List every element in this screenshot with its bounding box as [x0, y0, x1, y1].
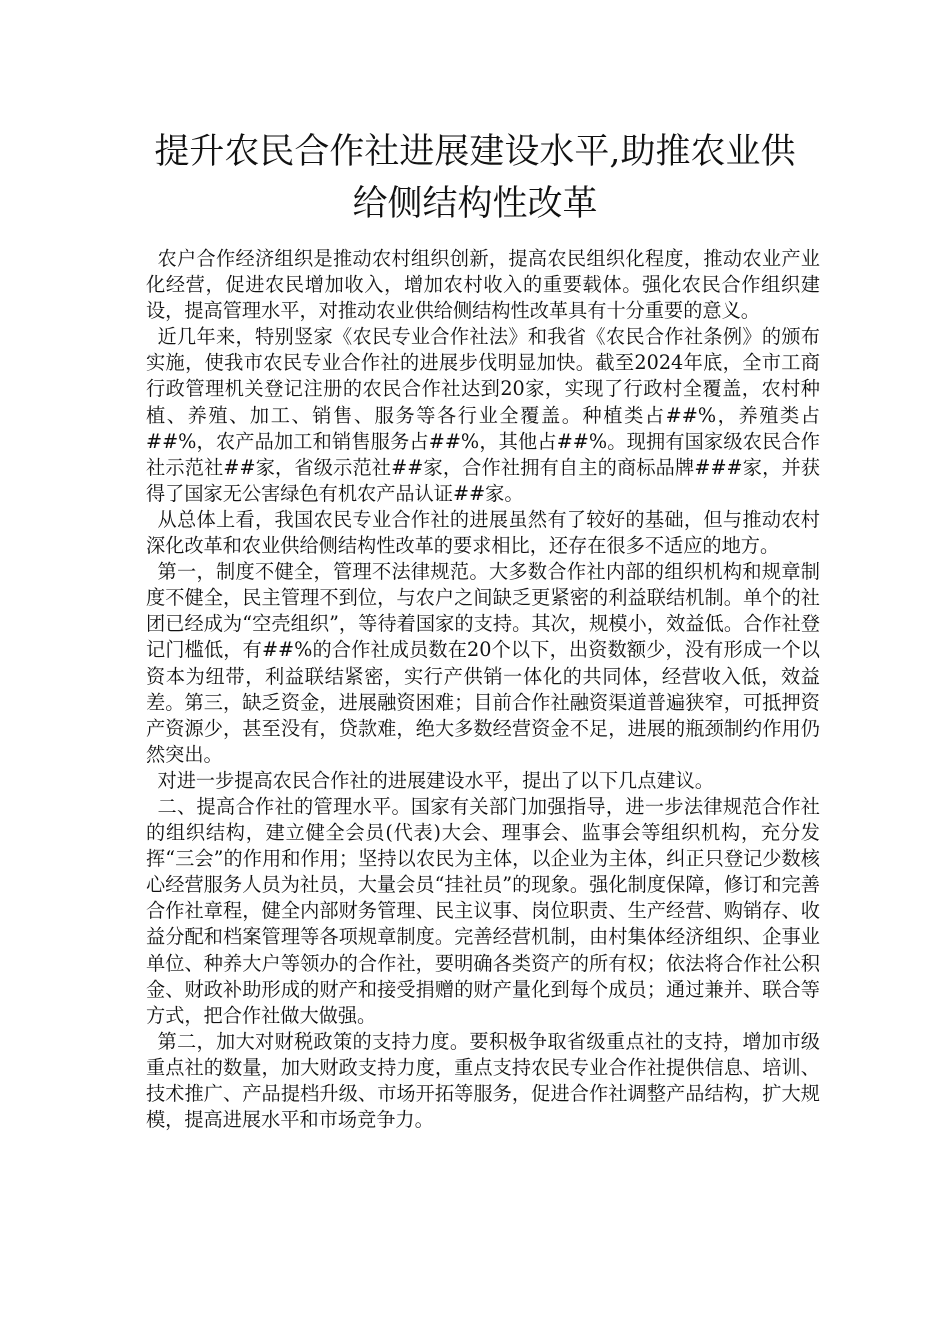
- paragraph-fiscal-support: 第二，加大对财税政策的支持力度。要积极争取省级重点社的支持，增加市级重点社的数量，加大财政支持力度，重点支持农民专业合作社提供信息、培训、技术推广、产品提档升级、市场开拓等服务，促进合作社调整产品结构，扩大规模，提高进展水平和市场竞争力。: [146, 1029, 820, 1132]
- title-line-2: 给侧结构性改革: [352, 184, 598, 224]
- paragraph-management: 二、提高合作社的管理水平。国家有关部门加强指导，进一步法律规范合作社的组织结构，建立健全会员(代表)大会、理事会、监事会等组织机构，充分发挥“三会”的作用和作用；坚持以农民为主体，以企业为主体，纠正只登记少数核心经营服务人员为社员，大量会员“挂社员”的现象。强化制度保障，修订和完善合作社章程，健全内部财务管理、民主议事、岗位职责、生产经营、购销存、收益分配和档案管理等各项规章制度。完善经营机制，由村集体经济组织、企事业单位、种养大户等领办的合作社，要明确各类资产的所有权；依法将合作社公积金、财政补助形成的财产和接受捐赠的财产量化到每个成员；通过兼并、联合等方式，把合作社做大做强。: [146, 794, 820, 1027]
- paragraph-problems: 第一，制度不健全，管理不法律规范。大多数合作社内部的组织机构和规章制度不健全，民主管理不到位，与农户之间缺乏更紧密的利益联结机制。单个的社团已经成为“空壳组织”，等待着国家的支持。其次，规模小，效益低。合作社登记门槛低，有##%的合作社成员数在20个以下，出资数额少，没有形成一个以资本为纽带，利益联结紧密，实行产供销一体化的共同体，经营收入低，效益差。第三，缺乏资金，进展融资困难；目前合作社融资渠道普遍狭窄，可抵押资产资源少，甚至没有，贷款难，绝大多数经营资金不足，进展的瓶颈制约作用仍然突出。: [146, 560, 820, 766]
- document-body: [146, 246, 820, 1133]
- title-line-1: 提升农民合作社进展建设水平,助推农业供: [154, 132, 796, 172]
- paragraph-status: 近几年来，特别竖家《农民专业合作社法》和我省《农民合作社条例》的颁布实施，使我市农民专业合作社的进展步伐明显加快。截至2024年底，全市工商行政管理机关登记注册的农民合作社达到20家，实现了行政村全覆盖，农村种植、养殖、加工、销售、服务等各行业全覆盖。种植类占##%，养殖类占##%，农产品加工和销售服务占##%，其他占##%。现拥有国家级农民合作社示范社##家，省级示范社##家，合作社拥有自主的商标品牌###家，并获得了国家无公害绿色有机农产品认证##家。: [146, 325, 820, 505]
- paragraph-intro: 农户合作经济组织是推动农村组织创新，提高农民组织化程度，推动农业产业化经营，促进农民增加收入，增加农村收入的重要载体。强化农民合作组织建设，提高管理水平，对推动农业供给侧结构性改革具有十分重要的意义。: [146, 247, 820, 323]
- paragraph-suggestions-intro: 对进一步提高农民合作社的进展建设水平，提出了以下几点建议。: [157, 768, 714, 792]
- document-title: [120, 126, 830, 230]
- paragraph-overview: 从总体上看，我国农民专业合作社的进展虽然有了较好的基础，但与推动农村深化改革和农业供给侧结构性改革的要求相比，还存在很多不适应的地方。: [146, 507, 820, 558]
